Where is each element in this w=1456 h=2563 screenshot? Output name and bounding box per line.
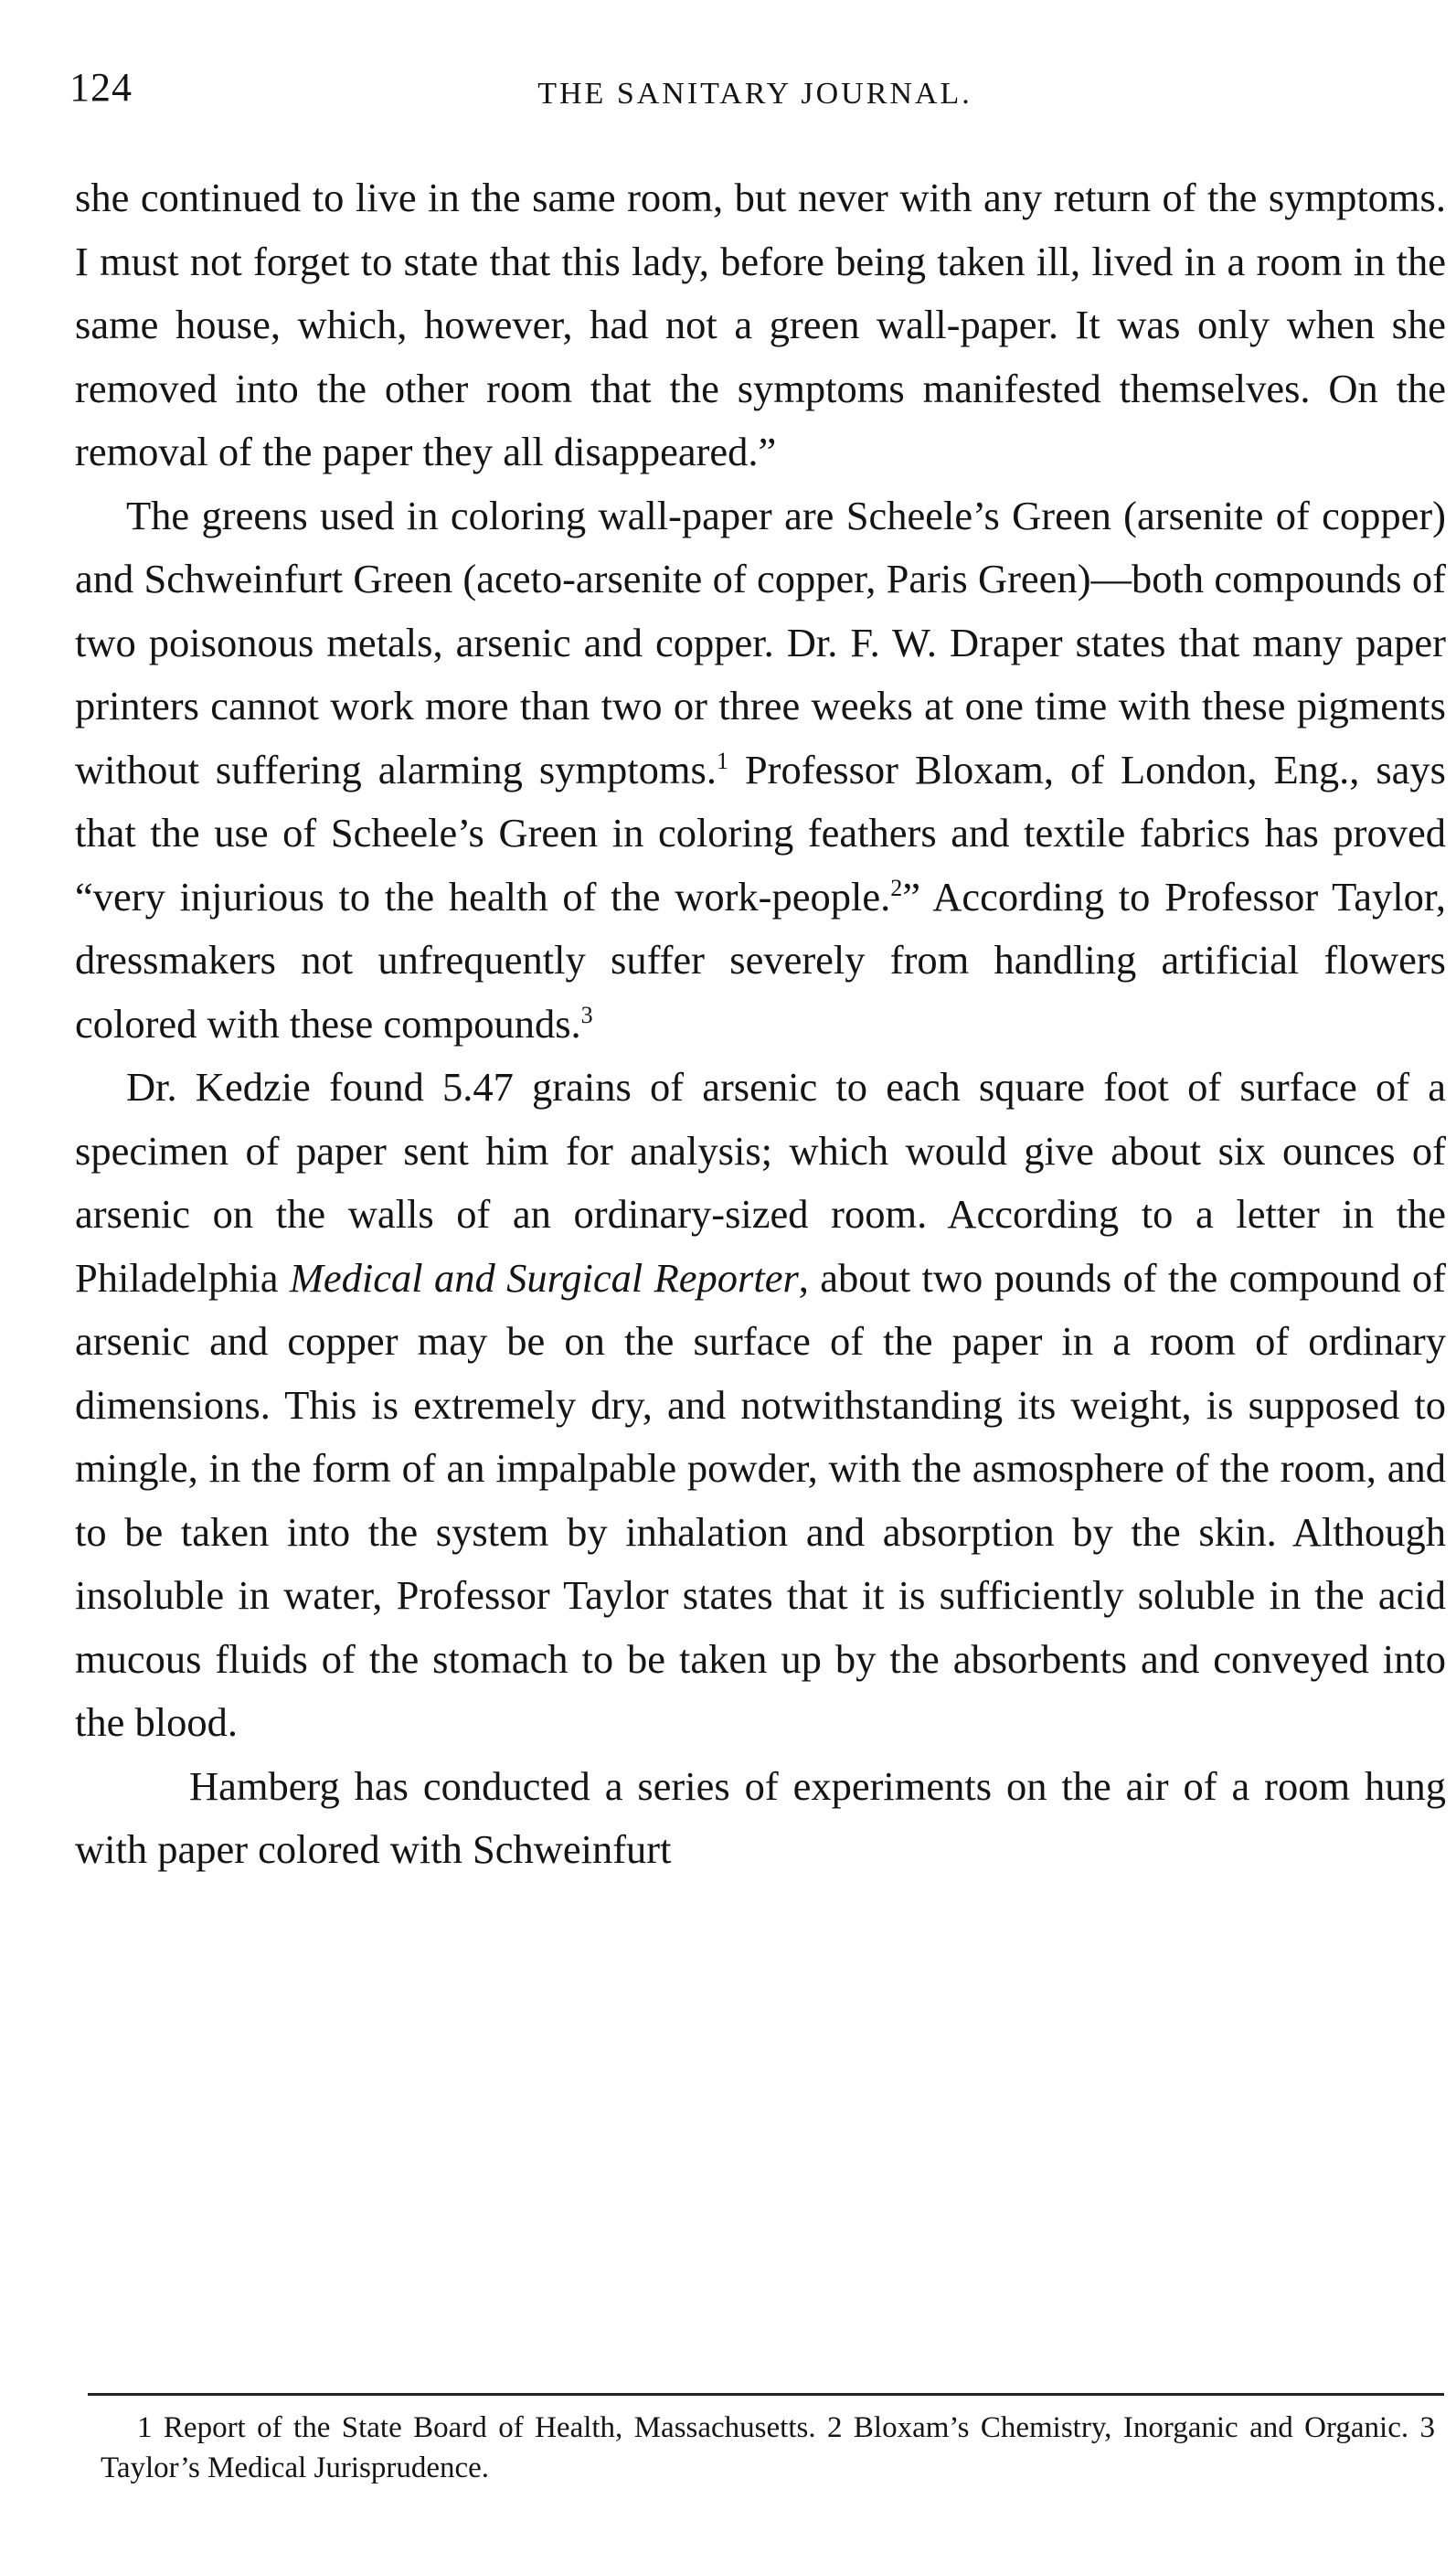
text-run: Hamberg has conducted a series of experiments on the air of a room hung with paper colored with Schweinfurt [75, 1762, 1446, 1872]
text-run: Professor Bloxam, of London, Eng., says that the use of Scheele’s Green in coloring feathers and textile fabrics has proved “very injurious to the health of the work-people. [75, 746, 1447, 920]
paragraph [75, 484, 1446, 1057]
footnote-marker: 2 [890, 874, 903, 901]
footnotes: 1 Report of the State Board of Health, Massachusetts. 2 Bloxam’s Chemistry, Inorganic and Organic. 3 Taylor’s Medical Jurisprudence. [101, 2411, 1435, 2484]
body-text [75, 166, 1446, 1882]
text-run: The greens used in coloring wall-paper are Scheele’s Green (arsenite of copper) and Schweinfurt Green (aceto-arsenite of copper, Paris Green)—both compounds of two poisonous metals, arsenic and copper. Dr. F. W. Draper states that many paper printers cannot work more than two or three weeks at one time with these pigments without suffering alarming symptoms. [75, 492, 1446, 792]
footnote-divider [88, 2393, 1444, 2396]
paragraph [75, 1755, 1446, 1882]
italic-title: Medical and Surgical Reporter [289, 1254, 799, 1301]
page-header [69, 64, 1440, 128]
page-number: 124 [69, 65, 133, 110]
footnote-marker: 3 [580, 1001, 593, 1028]
text-run: she continued to live in the same room, but never with any return of the symptoms. I must not forget to state that this lady, before being taken ill, lived in a room in the same house, which, however, had not a green wall-paper. It was only when she removed into the other room that the symptoms manifested themselves. On the removal of the paper they all disappeared.” [75, 175, 1446, 474]
running-title: THE SANITARY JOURNAL. [537, 77, 972, 111]
text-run: Dr. Kedzie found 5.47 grains of arsenic to each square foot of surface of a specimen of paper sent him for analysis; which would give about six ounces of arsenic on the walls of an ordinary-sized room. According to a letter in the Philadelphia [75, 1064, 1446, 1301]
text-run: ” According to Professor Taylor, dressmakers not unfrequently suffer severely from handling artificial flowers colored with these compounds. [75, 873, 1446, 1047]
text-run: , about two pounds of the compound of arsenic and copper may be on the surface of the paper in a room of ordinary dimensions. This is extremely dry, and notwithstanding its weight, is supposed to mingle, in the form of an impalpable powder, with the asmosphere of the room, and to be taken into the system by inhalation and absorption by the skin. Although insoluble in water, Professor Taylor states that it is sufficiently soluble in the acid mucous fluids of the stomach to be taken up by the absorbents and conveyed into the blood. [75, 1254, 1446, 1745]
paragraph [75, 166, 1446, 484]
footnote-marker: 1 [716, 747, 728, 774]
paragraph [75, 1056, 1446, 1755]
